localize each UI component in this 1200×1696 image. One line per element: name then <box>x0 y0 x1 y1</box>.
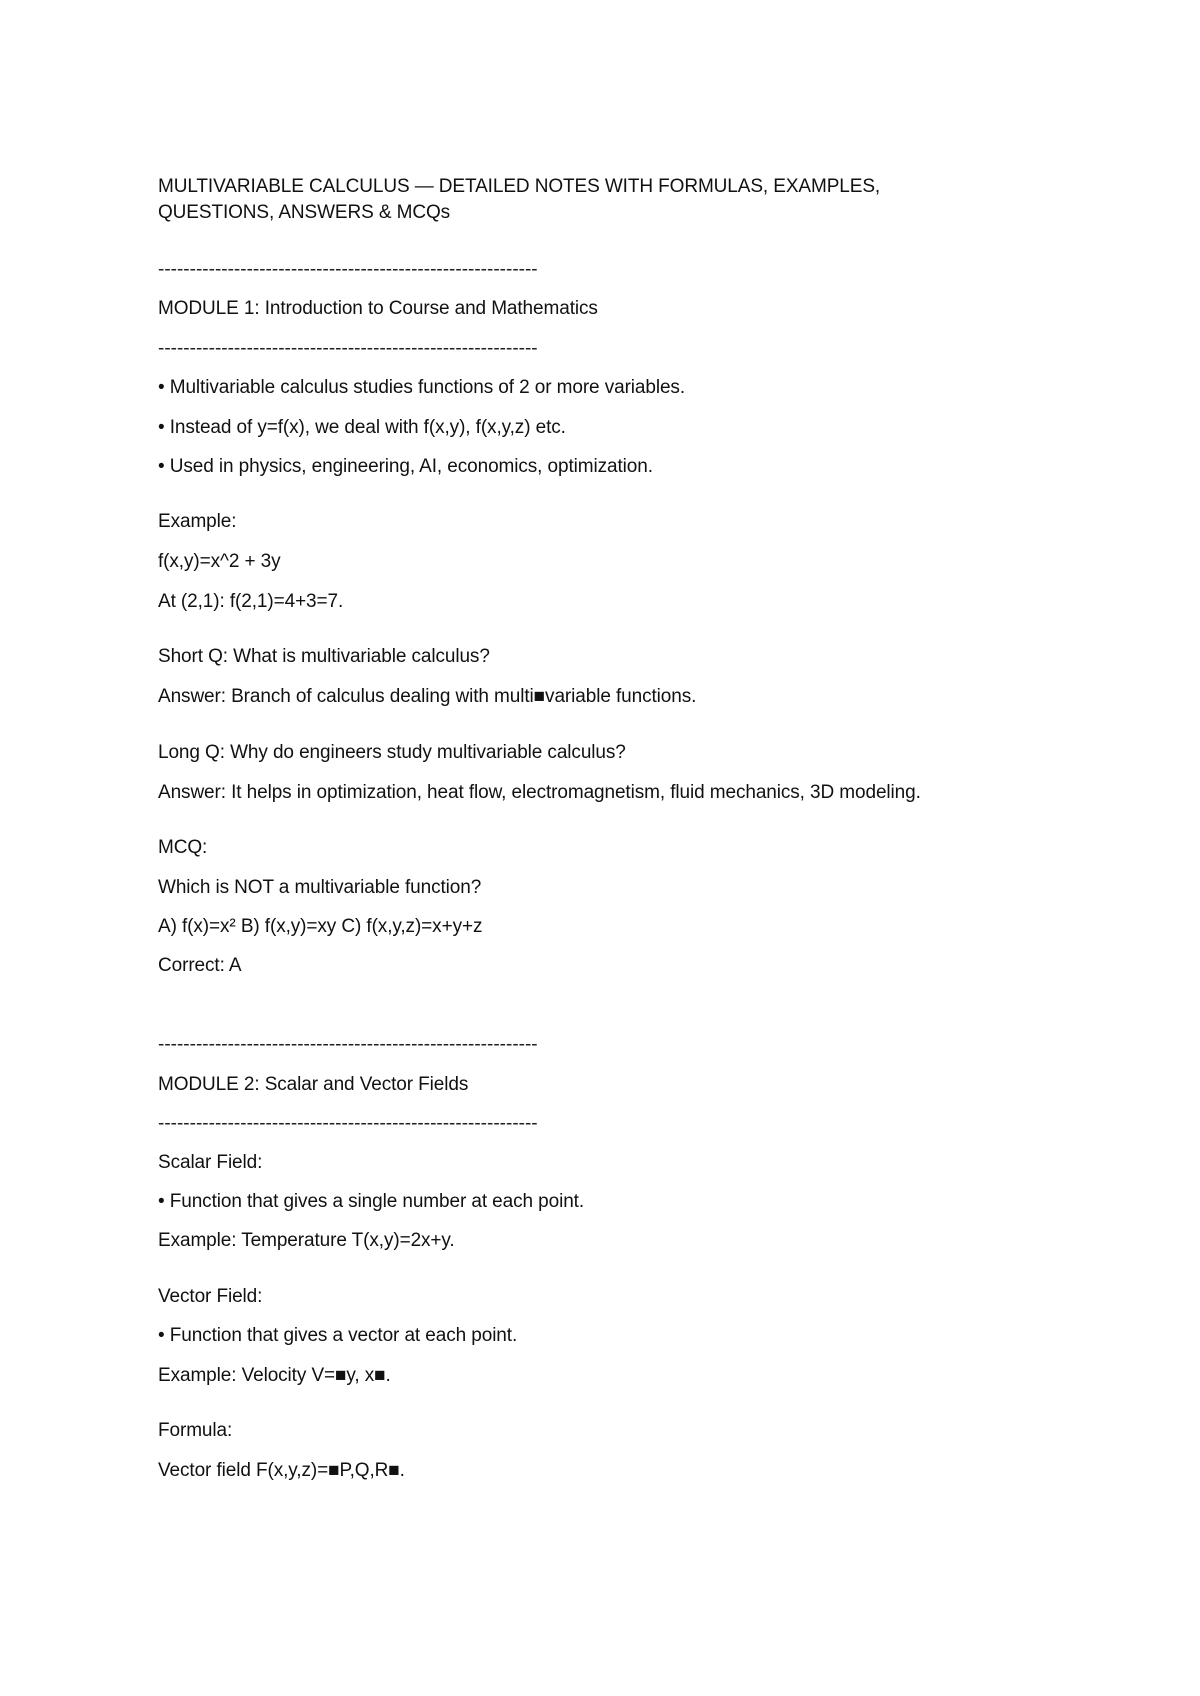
mcq-label: MCQ: <box>158 837 208 858</box>
module-1-bullet: • Instead of y=f(x), we deal with f(x,y), f(x,y,z) etc. <box>158 417 566 438</box>
mcq-question: Which is NOT a multivariable function? <box>158 877 482 898</box>
document-title-line-2: QUESTIONS, ANSWERS & MCQs <box>158 202 451 223</box>
vector-field-label: Vector Field: <box>158 1286 263 1307</box>
formula-text: Vector field F(x,y,z)=■P,Q,R■. <box>158 1460 405 1481</box>
divider: ------------------------------------------------------------ <box>158 1034 538 1055</box>
vector-field-bullet: • Function that gives a vector at each point. <box>158 1325 518 1346</box>
divider: ------------------------------------------------------------ <box>158 259 538 280</box>
example-label: Example: <box>158 511 237 532</box>
example-function: f(x,y)=x^2 + 3y <box>158 551 281 572</box>
scalar-field-example: Example: Temperature T(x,y)=2x+y. <box>158 1230 455 1251</box>
divider: ------------------------------------------------------------ <box>158 338 538 359</box>
mcq-correct-answer: Correct: A <box>158 955 242 976</box>
scalar-field-bullet: • Function that gives a single number at each point. <box>158 1191 585 1212</box>
document-title-line-1: MULTIVARIABLE CALCULUS — DETAILED NOTES WITH FORMULAS, EXAMPLES, <box>158 176 881 197</box>
example-evaluation: At (2,1): f(2,1)=4+3=7. <box>158 591 344 612</box>
mcq-options: A) f(x)=x² B) f(x,y)=xy C) f(x,y,z)=x+y+z <box>158 916 483 937</box>
long-answer: Answer: It helps in optimization, heat flow, electromagnetism, fluid mechanics, 3D modeling. <box>158 782 921 803</box>
vector-field-example: Example: Velocity V=■y, x■. <box>158 1365 391 1386</box>
divider: ------------------------------------------------------------ <box>158 1113 538 1134</box>
scalar-field-label: Scalar Field: <box>158 1152 263 1173</box>
short-question: Short Q: What is multivariable calculus? <box>158 646 490 667</box>
module-1-bullet: • Multivariable calculus studies functions of 2 or more variables. <box>158 377 686 398</box>
short-answer: Answer: Branch of calculus dealing with multi■variable functions. <box>158 686 697 707</box>
module-1-bullet: • Used in physics, engineering, AI, economics, optimization. <box>158 456 653 477</box>
module-1-heading: MODULE 1: Introduction to Course and Mathematics <box>158 298 598 319</box>
module-2-heading: MODULE 2: Scalar and Vector Fields <box>158 1074 469 1095</box>
formula-label: Formula: <box>158 1420 233 1441</box>
long-question: Long Q: Why do engineers study multivariable calculus? <box>158 742 626 763</box>
